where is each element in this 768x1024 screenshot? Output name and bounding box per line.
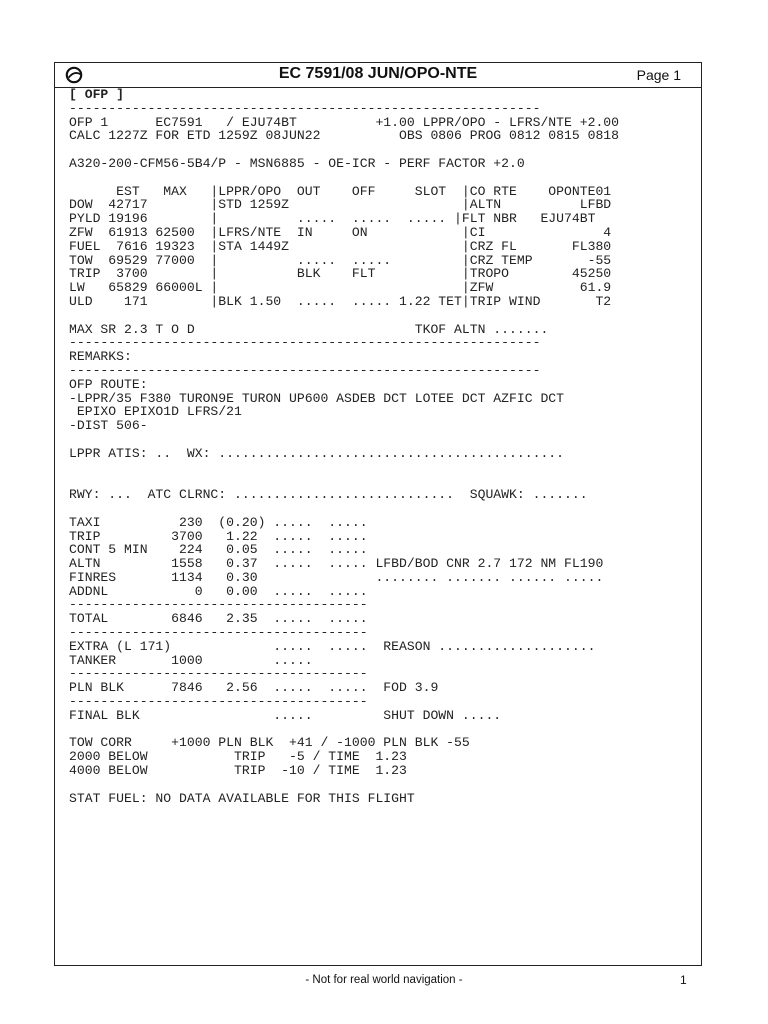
ofp-line: PYLD 19196 | ..... ..... ..... |FLT NBR EJU74BT	[69, 211, 596, 227]
ofp-line	[69, 778, 691, 792]
ofp-line	[69, 143, 691, 157]
ofp-line	[69, 461, 691, 475]
ofp-line: DOW 42717 |STD 1259Z |ALTN LFBD	[69, 197, 612, 213]
footer-notice: - Not for real world navigation -	[305, 974, 463, 986]
ofp-line: --------------------------------------	[69, 597, 368, 613]
ofp-line: ADDNL 0 0.00 ..... .....	[69, 583, 368, 599]
ofp-line: -LPPR/35 F380 TURON9E TURON UP600 ASDEB DCT LOTEE DCT AZFIC DCT	[69, 390, 565, 406]
ofp-line: OFP 1 EC7591 / EJU74BT +1.00 LPPR/OPO - LFRS/NTE +2.00	[69, 114, 620, 130]
ofp-line: ------------------------------------------------------------	[69, 100, 541, 116]
document-header	[55, 63, 701, 88]
ofp-line: REMARKS:	[69, 349, 132, 365]
ofp-line: --------------------------------------	[69, 666, 368, 682]
ofp-line: EXTRA (L 171) ..... ..... REASON ....................	[69, 638, 596, 654]
document-title: EC 7591/08 JUN/OPO-NTE	[278, 65, 478, 82]
ofp-document-frame	[54, 62, 702, 966]
ofp-line: A320-200-CFM56-5B4/P - MSN6885 - OE-ICR - PERF FACTOR +2.0	[69, 155, 525, 171]
ofp-line: EST MAX |LPPR/OPO OUT OFF SLOT |CO RTE OPONTE01	[69, 183, 612, 199]
ofp-line: ------------------------------------------------------------	[69, 362, 541, 378]
ofp-line: OFP ROUTE:	[69, 376, 148, 392]
ofp-line: LPPR ATIS: .. WX: ............................................	[69, 445, 565, 461]
ofp-line: FINRES 1134 0.30 ........ ....... ...... .....	[69, 569, 604, 585]
ofp-line: STAT FUEL: NO DATA AVAILABLE FOR THIS FLIGHT	[69, 790, 415, 806]
ofp-line: TRIP 3700 1.22 ..... .....	[69, 528, 368, 544]
ofp-line	[69, 171, 691, 185]
ofp-line: FINAL BLK ..... SHUT DOWN .....	[69, 707, 502, 723]
ofp-line: ZFW 61913 62500 |LFRS/NTE IN ON |CI 4	[69, 224, 612, 240]
ofp-line: FUEL 7616 19323 |STA 1449Z |CRZ FL FL380	[69, 238, 612, 254]
ofp-line: TOTAL 6846 2.35 ..... .....	[69, 611, 368, 627]
ofp-line	[69, 433, 691, 447]
ofp-line: 4000 BELOW TRIP -10 / TIME 1.23	[69, 763, 407, 779]
ofp-line: TRIP 3700 | BLK FLT |TROPO 45250	[69, 266, 612, 282]
ofp-line: CALC 1227Z FOR ETD 1259Z 08JUN22 OBS 0806 PROG 0812 0815 0818	[69, 128, 620, 144]
ofp-line	[69, 309, 691, 323]
ofp-line: [ OFP ]	[69, 87, 125, 102]
ofp-line: TOW CORR +1000 PLN BLK +41 / -1000 PLN BLK -55	[69, 735, 470, 751]
ofp-line: EPIXO EPIXO1D LFRS/21	[69, 404, 242, 420]
ofp-line: TAXI 230 (0.20) ..... .....	[69, 514, 368, 530]
ofp-line: ALTN 1558 0.37 ..... ..... LFBD/BOD CNR 2.7 172 NM FL190	[69, 556, 604, 572]
ofp-line: ULD 171 |BLK 1.50 ..... ..... 1.22 TET|TRIP WIND T2	[69, 293, 612, 309]
ofp-line: TOW 69529 77000 | ..... ..... |CRZ TEMP -55	[69, 252, 612, 268]
ofp-line	[69, 502, 691, 516]
ofp-line: ------------------------------------------------------------	[69, 335, 541, 351]
ofp-line: --------------------------------------	[69, 625, 368, 641]
ofp-text-body	[69, 88, 691, 805]
ofp-line: LW 65829 66000L | |ZFW 61.9	[69, 280, 612, 296]
ofp-line: --------------------------------------	[69, 694, 368, 710]
ofp-line: CONT 5 MIN 224 0.05 ..... .....	[69, 542, 368, 558]
ofp-line: 2000 BELOW TRIP -5 / TIME 1.23	[69, 749, 407, 765]
footer-page-number: 1	[680, 973, 687, 987]
ofp-line: -DIST 506-	[69, 418, 148, 434]
ofp-line: PLN BLK 7846 2.56 ..... ..... FOD 3.9	[69, 680, 439, 696]
ofp-line	[69, 723, 691, 737]
page-label: Page 1	[636, 67, 681, 83]
ofp-line: TANKER 1000 .....	[69, 652, 313, 668]
ofp-line	[69, 474, 691, 488]
ofp-line: MAX SR 2.3 T O D TKOF ALTN .......	[69, 321, 549, 337]
ofp-line: RWY: ... ATC CLRNC: ............................ SQUAWK: .......	[69, 487, 588, 503]
